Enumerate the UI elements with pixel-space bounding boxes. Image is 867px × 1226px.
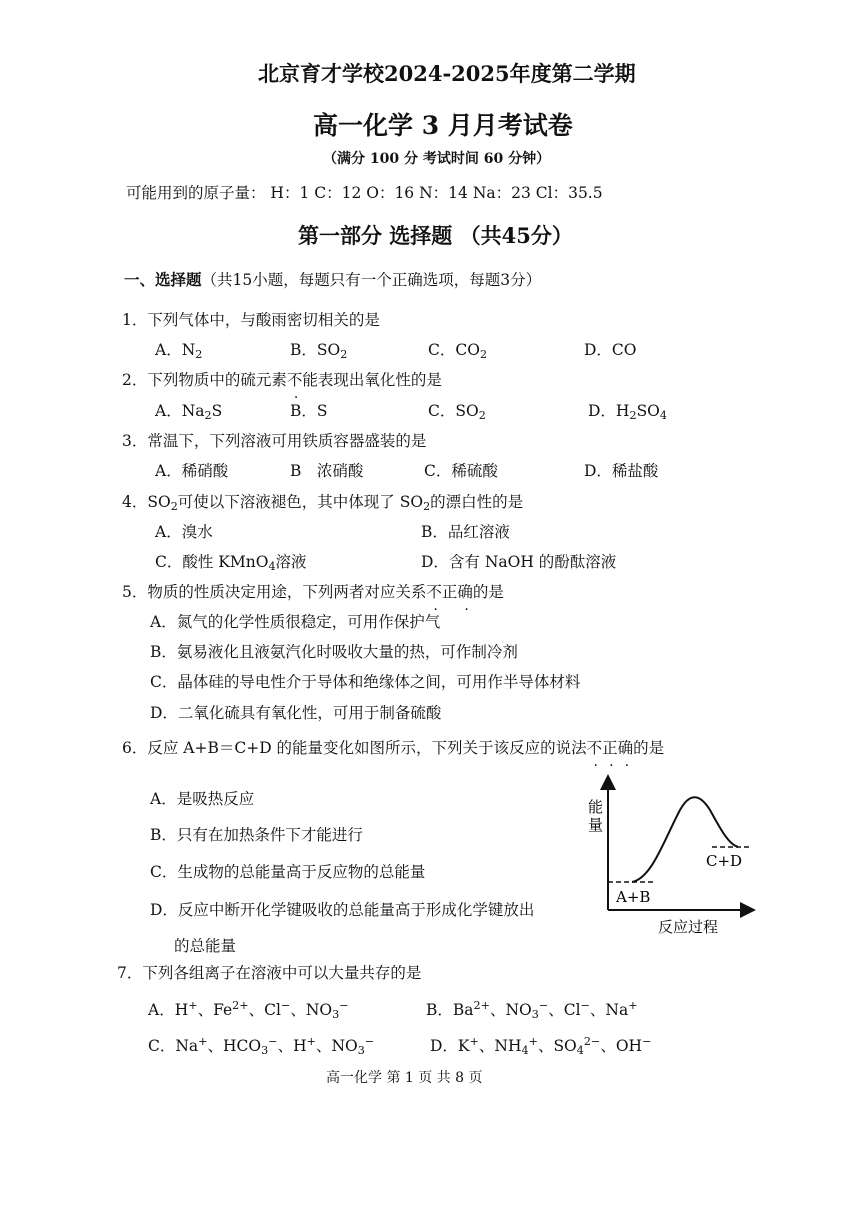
q5-option-d: D．二氧化硫具有氧化性，可用于制备硫酸 xyxy=(150,704,442,722)
x-axis-label: 反应过程 xyxy=(658,918,719,936)
q4-stem-part: 可使以下溶液褪色，其中体现了 SO xyxy=(177,493,424,511)
q5-option-c: C．晶体硅的导电性介于导体和绝缘体之间，可用作半导体材料 xyxy=(150,673,581,691)
question-5-stem xyxy=(122,580,504,602)
q3-option-b: B 浓硝酸 xyxy=(290,462,364,480)
q6-option-d-line1: D．反应中断开化学键吸收的总能量高于形成化学键放出 xyxy=(150,901,535,919)
emphasis-char: 确 xyxy=(457,583,473,601)
products-label: C+D xyxy=(706,852,743,870)
q2-option-c: C．$SO_2$ xyxy=(428,402,486,422)
q6-option-d-line2: 的总能量 xyxy=(174,937,237,955)
q4-stem-part: 的漂白性的是 xyxy=(430,493,524,511)
q5-stem-part: 的是 xyxy=(472,583,504,601)
q1-option-c: C．$CO_2$ xyxy=(428,341,488,361)
question-1-stem: 1．下列气体中，与酸雨密切相关的是 xyxy=(122,311,380,329)
q6-stem-part: 6．反应 A+B＝C+D 的能量变化如图所示，下列关于该反应的说法 xyxy=(122,739,587,757)
q7-option-d: D．K+、$NH_4^+$、$SO_4^{2-}$、OH− xyxy=(430,1034,652,1057)
emphasis-char: 不 xyxy=(586,739,603,757)
energy-diagram xyxy=(582,770,762,940)
q4-option-d: D．含有 NaOH 的酚酞溶液 xyxy=(421,553,617,571)
instruction-label: 一、选择题 xyxy=(124,270,202,289)
atomic-masses: 可能用到的原子量： H：1 C：12 O：16 N：14 Na：23 Cl：35.5 xyxy=(126,184,603,202)
page-title: 高一化学 3 月月考试卷 xyxy=(313,111,573,140)
q4-c-part: C．酸性 KMnO xyxy=(155,553,269,571)
q1-option-a: A．$N_2$ xyxy=(155,341,203,361)
q2-option-a: A．$Na_2S$ xyxy=(155,402,223,422)
q2-option-d: D．$H_2SO_4$ xyxy=(588,402,667,422)
q5-stem-part: 正 xyxy=(441,583,458,601)
score-time-note: （满分 100 分 考试时间 60 分钟） xyxy=(323,151,551,167)
question-4-stem: 4．$SO_2$可使以下溶液褪色，其中体现了 $SO_2$的漂白性的是 xyxy=(122,493,524,513)
emphasis-char: 正 xyxy=(602,739,618,757)
q3-option-d: D．稀盐酸 xyxy=(584,462,659,480)
q4-option-a: A．溴水 xyxy=(155,523,213,541)
section-instruction xyxy=(124,268,541,290)
q2-stem-part: 2．下列物质中的硫元素 xyxy=(122,371,287,389)
q3-option-c: C．稀硫酸 xyxy=(424,462,498,480)
emphasis-char: 不 xyxy=(286,371,303,389)
q6-option-b: B．只有在加热条件下才能进行 xyxy=(150,826,363,844)
q4-stem-part: 4．SO xyxy=(122,493,171,511)
q6-option-c: C．生成物的总能量高于反应物的总能量 xyxy=(150,863,426,881)
q5-stem-part: 5．物质的性质决定用途，下列两者对应关系 xyxy=(122,583,427,601)
question-2-stem xyxy=(122,368,442,390)
instruction-text: （共15小题，每题只有一个正确选项，每题3分） xyxy=(201,271,542,289)
q7-option-b: B．$Ba^{2+}$、$NO_3^-$、Cl−、Na+ xyxy=(426,998,638,1021)
q7-option-a: A．H+、$Fe^{2+}$、Cl−、$NO_3^-$ xyxy=(148,998,349,1021)
y-label-bottom: 量 xyxy=(588,816,604,834)
emphasis-char: 不 xyxy=(426,583,442,601)
q3-option-a: A．稀硝酸 xyxy=(155,462,229,480)
q2-stem-part: 能表现出氧化性的是 xyxy=(302,371,442,389)
q4-c-part: 溶液 xyxy=(275,553,307,571)
q6-option-a: A．是吸热反应 xyxy=(150,790,255,808)
school-year-header: 北京育才学校2024-2025年度第二学期 xyxy=(258,61,636,86)
question-3-stem: 3．常温下，下列溶液可用铁质容器盛装的是 xyxy=(122,432,427,450)
q1-option-b: B．$SO_2$ xyxy=(290,341,348,361)
y-label-top: 能 xyxy=(588,798,604,816)
q4-option-c: C．酸性 KMnO$_4$溶液 xyxy=(155,553,307,573)
q1-option-d: D．CO xyxy=(584,341,637,359)
question-6-stem xyxy=(122,736,664,758)
q7-option-c: C．Na+、$HCO_3^-$、H+、$NO_3^-$ xyxy=(148,1034,375,1057)
section-title: 第一部分 选择题 （共45分） xyxy=(298,223,573,248)
question-7-stem: 7．下列各组离子在溶液中可以大量共存的是 xyxy=(117,964,422,982)
q6-stem-part: 的是 xyxy=(633,739,665,757)
reactants-label: A+B xyxy=(616,888,651,906)
q5-option-b: B．氨易液化且液氨汽化时吸收大量的热，可作制冷剂 xyxy=(150,643,518,661)
q2-option-b: B．S xyxy=(290,402,328,420)
q4-option-b: B．品红溶液 xyxy=(421,523,510,541)
q5-option-a: A．氮气的化学性质很稳定，可用作保护气 xyxy=(150,613,441,631)
emphasis-char: 确 xyxy=(617,739,634,757)
page-footer: 高一化学 第 1 页 共 8 页 xyxy=(326,1070,483,1086)
